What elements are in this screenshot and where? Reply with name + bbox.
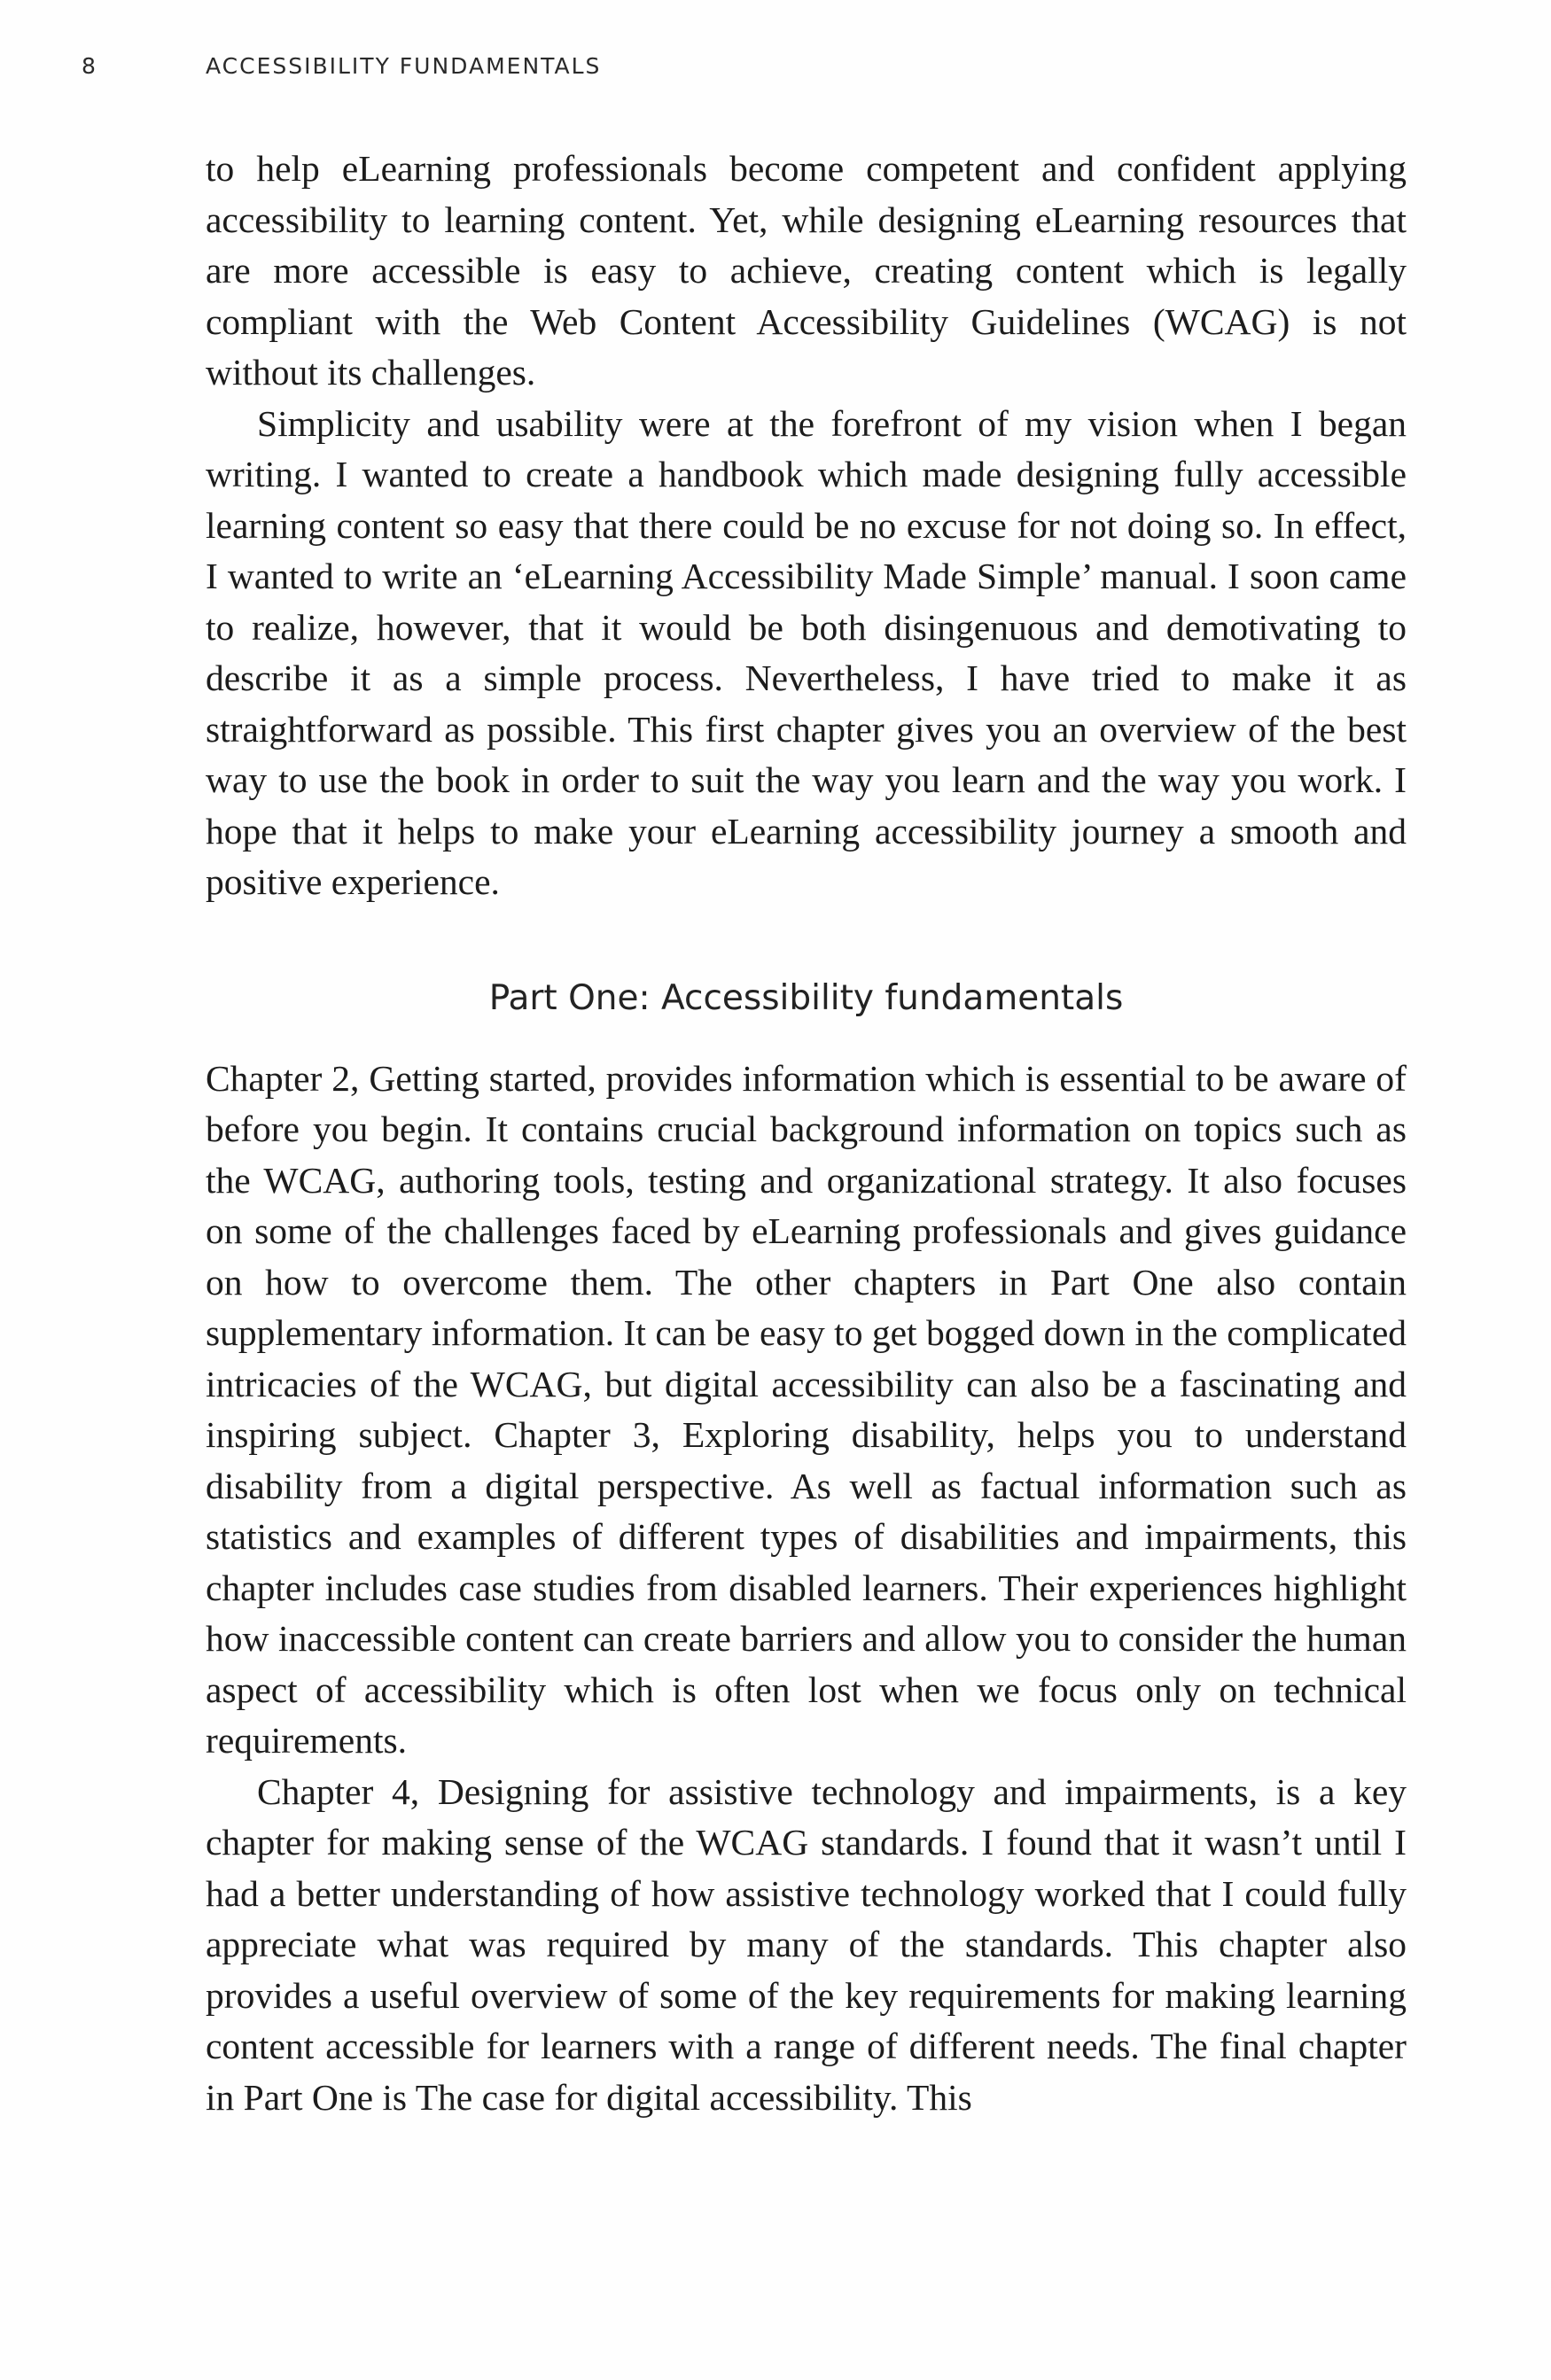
running-title: ACCESSIBILITY FUNDAMENTALS	[206, 53, 602, 79]
running-head	[0, 53, 1551, 89]
paragraph-chapter-2: Chapter 2, Getting started, provides information which is essential to be aware of before you begin. It contains crucial background information on topics such as the WCAG, authoring tools, testing and organizational strategy. It also focuses on some of the challenges faced by eLearning professionals and gives guidance on how to overcome them. The other chapters in Part One also contain supplementary information. It can be easy to get bogged down in the complicated intricacies of the WCAG, but digital accessibility can also be a fascinating and inspiring subject. Chapter 3, Exploring disability, helps you to understand disability from a digital perspective. As well as factual information such as statistics and examples of different types of disabilities and impairments, this chapter includes case studies from disabled learners. Their experiences highlight how inaccessible content can create barriers and allow you to consider the human aspect of accessibility which is often lost when we focus only on technical requirements.	[206, 1057, 1407, 1761]
paragraph-chapter-4: Chapter 4, Designing for assistive technology and impairments, is a key chapter for making sense of the WCAG standards. I found that it wasn’t until I had a better understanding of how assistive technology worked that I could fully appreciate what was required by many of the standards. This chapter also provides a useful overview of some of the key requirements for making learning content accessible for learners with a range of different needs. The final chapter in Part One is The case for digital accessibility. This	[206, 1770, 1407, 2118]
paragraph-continuation: to help eLearning professionals become competent and confident applying accessibility to learning content. Yet, while designing eLearning resources that are more accessible is easy to achieve, creating content which is legally compliant with the Web Content Accessibility Guidelines (WCAG) is not without its challenges.	[206, 148, 1407, 393]
section-heading: Part One: Accessibility fundamentals	[488, 977, 1124, 1018]
page-number: 8	[82, 53, 97, 79]
body-text	[206, 144, 1407, 2123]
paragraph-vision: Simplicity and usability were at the forefront of my vision when I began writing. I wanted to create a handbook which made designing fully accessible learning content so easy that there could be no excuse for not doing so. In effect, I wanted to write an ‘eLearning Accessibility Made Simple’ manual. I soon came to realize, however, that it would be both disingenuous and demotivating to describe it as a simple process. Nevertheless, I have tried to make it as straightforward as possible. This first chapter gives you an overview of the best way to use the book in order to suit the way you learn and the way you work. I hope that it helps to make your eLearning accessibility journey a smooth and positive experience.	[206, 402, 1407, 902]
